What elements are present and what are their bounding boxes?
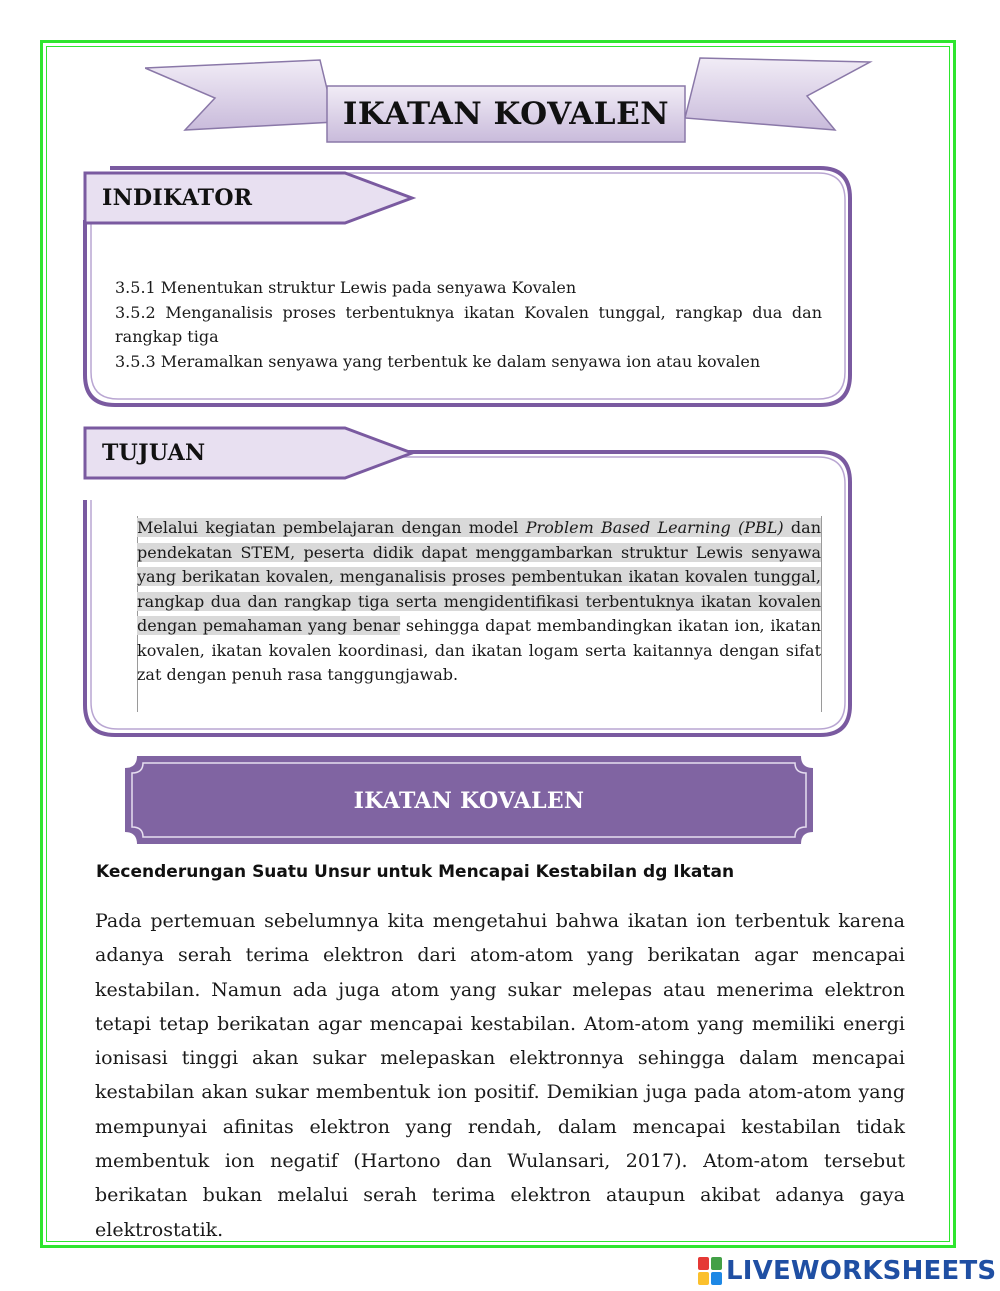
tujuan-text [137, 516, 821, 712]
tujuan-text-part: Melalui kegiatan pembelajaran dengan model [137, 518, 526, 537]
liveworksheets-icon [698, 1257, 722, 1285]
indikator-item: 3.5.3 Meramalkan senyawa yang terbentuk ke dalam senyawa ion atau kovalen [115, 351, 761, 371]
section-paragraph: Pada pertemuan sebelumnya kita mengetahui bahwa ikatan ion terbentuk karena adanya serah terima elektron dari atom-atom yang berikatan agar mencapai kestabilan. Namun ada juga atom yang sukar melepas atau menerima elektron tetapi tetap berikatan agar mencapai kestabilan. Atom-atom yang memiliki energi ionisasi tinggi akan sukar melepaskan elektronnya sehingga dalam mencapai kestabilan akan sukar membentuk ion positif. Demikian juga pada atom-atom yang mempunyai afinitas elektron yang rendah, dalam mencapai kestabilan tidak membentuk ion negatif (Hartono dan Wulansari, 2017). Atom-atom tersebut berikatan bukan melalui serah terima elektron ataupun akibat adanya gaya elektrostatik. [95, 910, 905, 1241]
tujuan-text-part: dan pendekatan STEM, peserta didik dapat menggambarkan struktur Lewis senyawa yang berikatan kovalen, menganalisis proses pembentukan ikatan kovalen tunggal, rangkap dua dan rangkap tiga serta mengidentifikasi terbentuknya ikatan kovalen dengan pemahaman yang benar [137, 518, 822, 635]
liveworksheets-text: LIVEWORKSHEETS [726, 1256, 997, 1286]
tujuan-text-border [821, 516, 822, 712]
section-banner-title: IKATAN KOVALEN [353, 788, 585, 814]
indikator-label: INDIKATOR [102, 185, 253, 211]
indikator-item: 3.5.1 Menentukan struktur Lewis pada senyawa Kovalen [115, 278, 577, 297]
tujuan-label: TUJUAN [102, 440, 206, 466]
tujuan-text-part: sehingga dapat membandingkan ikatan ion, ikatan kovalen, ikatan kovalen koordinasi, dan ikatan logam serta kaitannya dengan sifat zat dengan penuh rasa tanggungjawab. [137, 616, 822, 684]
indikator-list [115, 276, 822, 374]
liveworksheets-logo [698, 1256, 996, 1286]
tujuan-text-italic: Problem Based Learning (PBL) [525, 518, 784, 537]
section-subheading: Kecenderungan Suatu Unsur untuk Mencapai Kestabilan dg Ikatan [96, 862, 735, 882]
page-title: IKATAN KOVALEN [342, 96, 670, 132]
indikator-item: 3.5.2 Menganalisis proses terbentuknya ikatan Kovalen tunggal, rangkap dua dan rangkap tiga [115, 302, 822, 346]
